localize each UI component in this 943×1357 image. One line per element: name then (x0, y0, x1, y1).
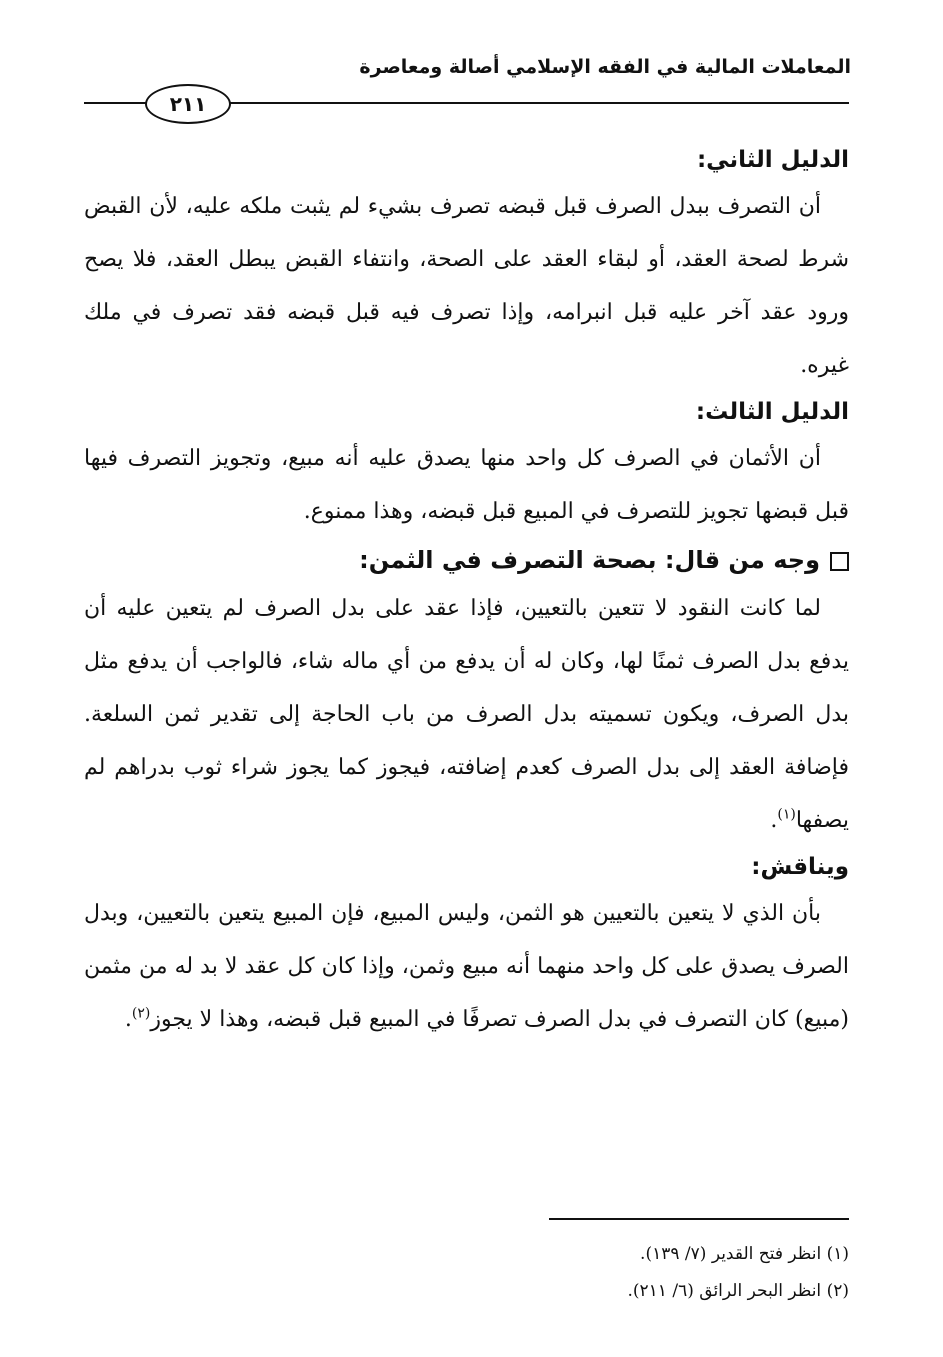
heading-discussion: ويناقش: (751, 854, 849, 880)
book-title: المعاملات المالية في الفقه الإسلامي أصالة ومعاصرة (359, 56, 851, 78)
heading-second-evidence: الدليل الثاني: (696, 147, 849, 173)
paragraph-permissibility (84, 582, 849, 847)
footnotes (84, 1236, 849, 1310)
paragraph-second-evidence: أن التصرف ببدل الصرف قبل قبضه تصرف بشيء لم يثبت ملكه عليه، لأن القبض شرط لصحة العقد، أو لبقاء العقد على الصحة، وانتفاء القبض يبطل العقد، فلا يصح ورود عقد آخر عليه قبل انبرامه، وإذا تصرف فيه قبل قبضه فقد تصرف في ملك غيره. (84, 194, 849, 378)
paragraph-third-evidence: أن الأثمان في الصرف كل واحد منها يصدق عليه أنه مبيع، وتجويز التصرف فيها قبل قبضها تجويز للتصرف في المبيع قبل قبضه، وهذا ممنوع. (84, 446, 849, 524)
footnote-ref-1: (١) (777, 806, 796, 823)
section-title: وجه من قال: بصحة التصرف في الثمن: (359, 546, 820, 574)
footnote-number: (١) (826, 1244, 849, 1264)
checkbox-square-icon (830, 552, 849, 571)
footnote-number: (٢) (826, 1281, 849, 1301)
page-body (84, 140, 849, 1046)
footnote-1 (84, 1236, 849, 1273)
footnote-text: انظر فتح القدير (٧/ ١٣٩). (640, 1244, 822, 1264)
paragraph-text: لما كانت النقود لا تتعين بالتعيين، فإذا عقد على بدل الصرف لم يتعين عليه أن يدفع بدل الصرف ثمنًا لها، وكان له أن يدفع من أي ماله شاء، فالواجب أن يدفع مثل بدل الصرف، ويكون تسميته بدل الصرف من باب الحاجة إلى تقدير ثمن السلعة. فإضافة العقد إلى بدل الصرف كعدم إضافته، فيجوز كما يجوز شراء ثوب بدراهم لم يصفها (84, 596, 849, 833)
heading-third-evidence: الدليل الثالث: (695, 399, 849, 425)
section-heading (84, 538, 849, 582)
footnote-ref-2: (٢) (131, 1005, 151, 1022)
footnote-2 (84, 1273, 849, 1310)
running-header (84, 56, 851, 78)
paragraph-discussion (84, 887, 849, 1046)
footnote-rule (549, 1218, 849, 1220)
paragraph-end: . (124, 1007, 132, 1032)
footnote-text: انظر البحر الرائق (٦/ ٢١١). (627, 1281, 822, 1301)
paragraph-end: . (770, 808, 778, 833)
paragraph-text: بأن الذي لا يتعين بالتعيين هو الثمن، وليس المبيع، فإن المبيع يتعين بالتعيين، وبدل الصرف يصدق على كل واحد منهما أنه مبيع وثمن، وإذا كان كل عقد لا بد له من مثمن (مبيع) كان التصرف في بدل الصرف تصرفًا في المبيع قبل قبضه، وهذا لا يجوز (84, 901, 849, 1032)
page-number: ٢١١ (145, 84, 231, 124)
